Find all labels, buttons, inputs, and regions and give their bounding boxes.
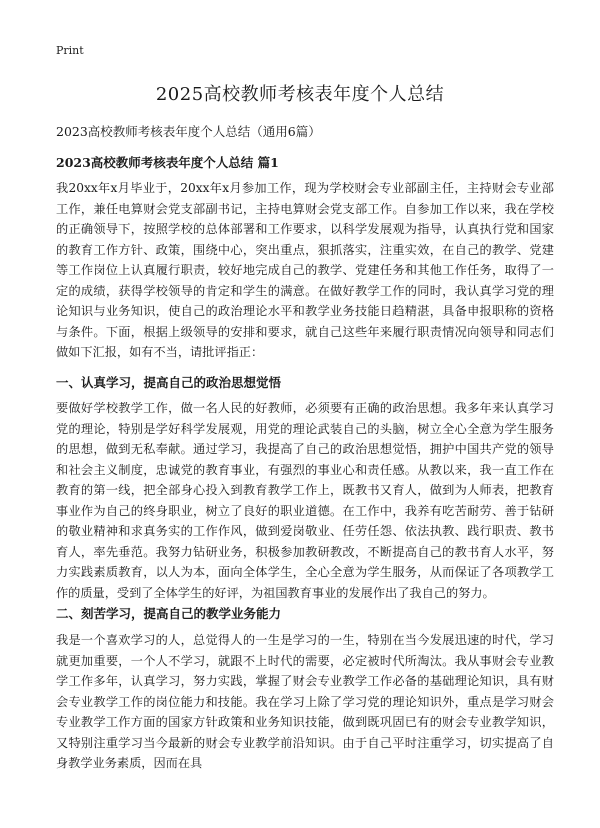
section-heading-2: 二、刻苦学习，提高自己的教学业务能力 (56, 606, 282, 621)
intro-paragraph: 我20xx年x月毕业于，20xx年x月参加工作，现为学校财会专业部副主任，主持财会专业部工作，兼任电算财会党支部副书记，主持电算财会党支部工作。自参加工作以来，我在学校的正确领导下，按照学校的总体部署和工作要求，以科学发展观为指导，认真执行党和国家的教育工作方针、政策，围绕中心，突出重点，狠抓落实，注重实效，在自己的教学、党建等工作岗位上认真履行职责，较好地完成自己的教学、党建任务和其他工作任务，取得了一定的成绩，获得学校领导的肯定和学生的满意。在做好教学工作的同时，我认真学习党的理论知识与业务知识，使自己的政治理论水平和教学业务技能日趋精湛，具备申报职称的资格与条件。下面，根据上级领导的安排和要求，就自己这些年来履行职责情况向领导和同志们做如下汇报，如有不当，请批评指正： (56, 181, 554, 359)
section-heading-1: 一、认真学习，提高自己的政治思想觉悟 (56, 375, 282, 390)
document-subtitle: 2023高校教师考核表年度个人总结（通用6篇） (56, 124, 321, 139)
section-paragraph-2: 我是一个喜欢学习的人，总觉得人的一生是学习的一生，特别在当今发展迅速的时代，学习就更加重要，一个人不学习，就跟不上时代的需要，必定被时代所淘汰。我从事财会专业教学工作多年，认真学习，努力实践，掌握了财会专业教学工作必备的基础理论知识，具有财会专业教学工作的岗位能力和技能。我在学习上除了学习党的理论知识外，重点是学习财会专业教学工作方面的国家方针政策和业务知识技能，做到既巩固已有的财会专业教学知识，又特别注重学习当今最新的财会专业教学前沿知识。由于自己平时注重学习，切实提高了自身教学业务素质，因而在具 (56, 633, 554, 770)
section-paragraph-1: 要做好学校教学工作，做一名人民的好教师，必须要有正确的政治思想。我多年来认真学习党的理论，特别是学好科学发展观，用党的理论武装自己的头脑，树立全心全意为学生服务的思想，做到无私奉献。通过学习，我提高了自己的政治思想觉悟，拥护中国共产党的领导和社会主义制度，忠诚党的教育事业，有强烈的事业心和责任感。从教以来，我一直工作在教育的第一线，把全部身心投入到教育教学工作上，既教书又育人，做到为人师表，把教育事业作为自己的终身职业，树立了良好的职业道德。在工作中，我养有吃苦耐劳、善于钻研的敬业精神和求真务实的工作作风，做到爱岗敬业、任劳任怨、依法执教、践行职责、教书育人，率先垂范。我努力钻研业务，积极参加教研教改，不断提高自己的教书育人水平，努力实践素质教育，以人为本，面向全体学生，全心全意为学生服务，从而保证了各项教学工作的质量，受到了全体学生的好评，为祖国教育事业的发展作出了我自己的努力。 (56, 401, 554, 600)
print-label[interactable]: Print (56, 44, 84, 57)
article-heading: 2023高校教师考核表年度个人总结 篇1 (56, 155, 279, 170)
document-title: 2025高校教师考核表年度个人总结 (155, 84, 445, 105)
